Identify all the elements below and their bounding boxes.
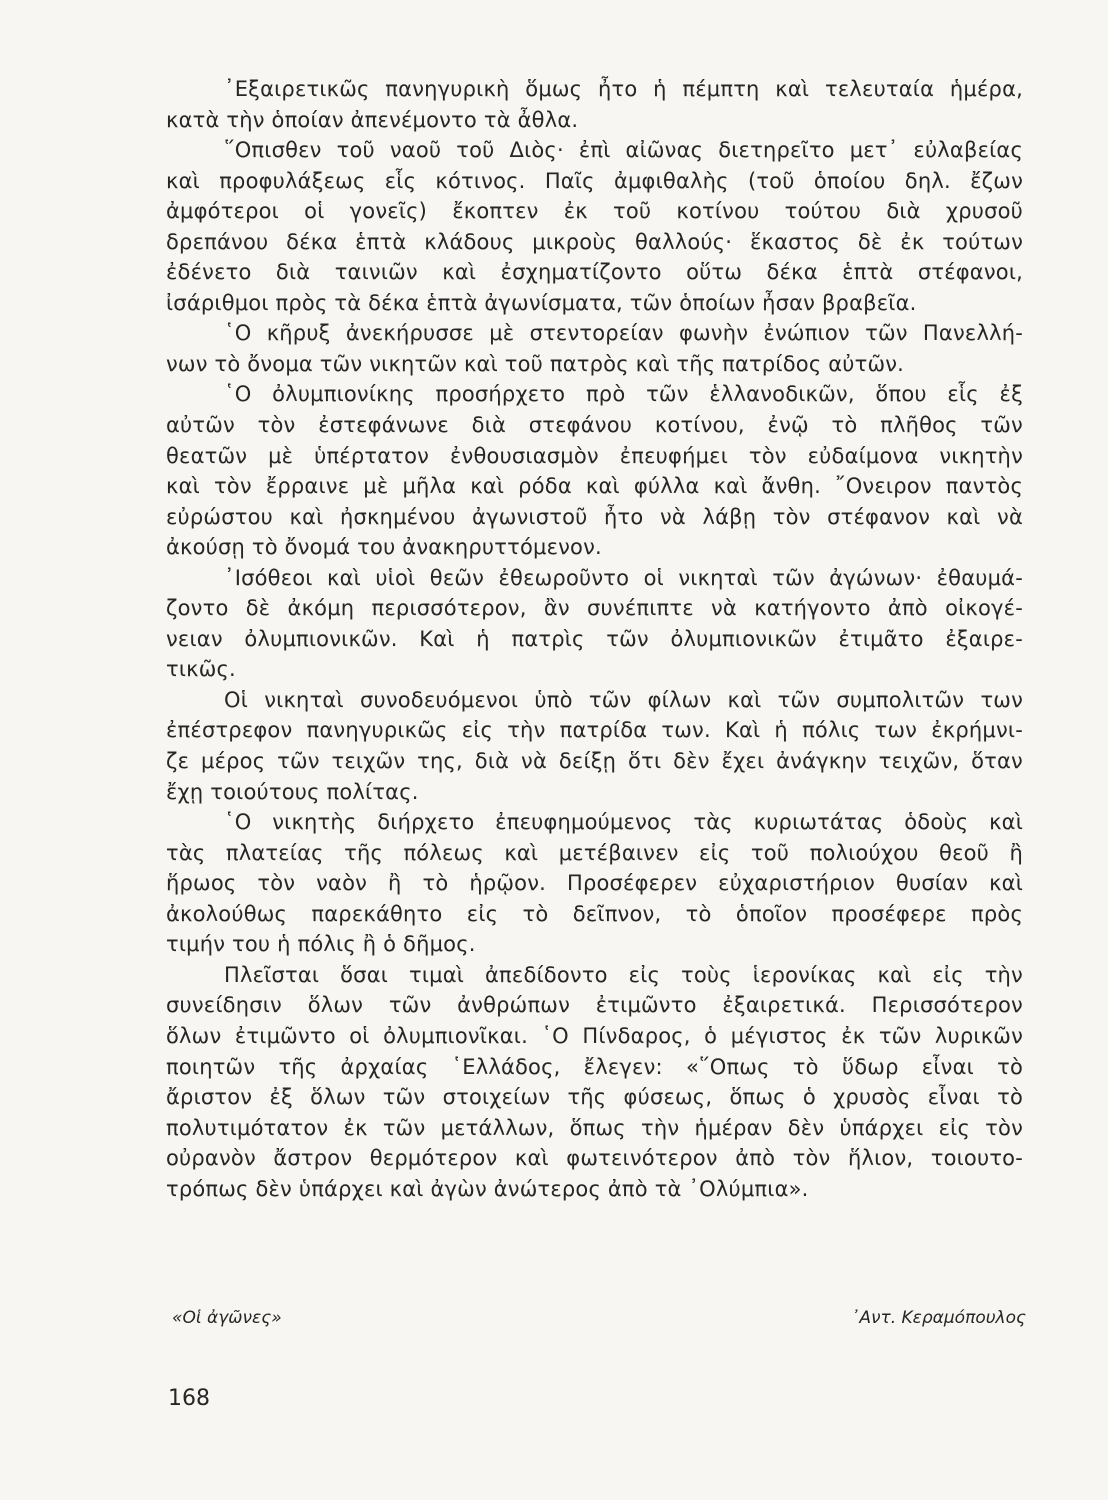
text-line: ποιητῶν τῆς ἀρχαίας ῾Ελλάδος, ἔλεγεν: «῞Οπως τὸ ὕδωρ εἶναι τὸ [166, 1054, 1023, 1079]
text-line: ῞Οπισθεν τοῦ ναοῦ τοῦ Διὸς· ἐπὶ αἰῶνας διετηρεῖτο μετ᾿ εὐλαβείας [224, 138, 1023, 163]
text-line: ἥρωος τὸν ναὸν ἢ τὸ ἡρῷον. Προσέφερεν εὐχαριστήριον θυσίαν καὶ [166, 871, 1023, 896]
text-line: ἀκολούθως παρεκάθητο εἰς τὸ δεῖπνον, τὸ ὁποῖον προσέφερε πρὸς [166, 901, 1023, 926]
paragraph [166, 379, 1023, 562]
text-line: ἐδένετο διὰ ταινιῶν καὶ ἐσχηματίζοντο οὕτω δέκα ἑπτὰ στέφανοι, [166, 260, 1023, 285]
text-line: τικῶς. [166, 657, 236, 682]
text-line: τιμήν του ἡ πόλις ἢ ὁ δῆμος. [166, 932, 476, 957]
paragraph [166, 685, 1023, 807]
page-number: 168 [168, 1386, 210, 1411]
text-line: ὅλων ἐτιμῶντο οἱ ὀλυμπιονῖκαι. ῾Ο Πίνδαρος, ὁ μέγιστος ἐκ τῶν λυρικῶν [166, 1023, 1023, 1048]
text-line: καὶ προφυλάξεως εἷς κότινος. Παῖς ἀμφιθαλὴς (τοῦ ὁποίου δηλ. ἔζων [166, 168, 1023, 193]
text-line: ᾿Εξαιρετικῶς πανηγυρικὴ ὅμως ἦτο ἡ πέμπτη καὶ τελευταία ἡμέρα, [224, 77, 1023, 101]
text-line: εὐρώστου καὶ ἠσκημένου ἀγωνιστοῦ ἦτο νὰ λάβῃ τὸν στέφανον καὶ νὰ [166, 504, 1023, 529]
text-line: πολυτιμότατον ἐκ τῶν μετάλλων, ὅπως τὴν ἡμέραν δὲν ὑπάρχει εἰς τὸν [166, 1115, 1023, 1140]
text-line: συνείδησιν ὅλων τῶν ἀνθρώπων ἐτιμῶντο ἐξαιρετικά. Περισσότερον [166, 993, 1023, 1018]
text-line: ῾Ο ὀλυμπιονίκης προσήρχετο πρὸ τῶν ἑλλανοδικῶν, ὅπου εἷς ἐξ [224, 382, 1023, 407]
paragraph [166, 318, 1023, 379]
text-line: νων τὸ ὄνομα τῶν νικητῶν καὶ τοῦ πατρὸς καὶ τῆς πατρίδος αὐτῶν. [166, 351, 905, 376]
paragraph [166, 960, 1023, 1204]
text-line: ἰσάριθμοι πρὸς τὰ δέκα ἑπτὰ ἀγωνίσματα, τῶν ὁποίων ἦσαν βραβεῖα. [166, 290, 917, 315]
text-line: ζε μέρος τῶν τειχῶν της, διὰ νὰ δείξῃ ὅτι δὲν ἔχει ἀνάγκην τειχῶν, ὅταν [166, 749, 1023, 774]
text-line: οὐρανὸν ἄστρον θερμότερον καὶ φωτεινότερον ἀπὸ τὸν ἥλιον, τοιουτο- [166, 1146, 1023, 1171]
text-line: ἄριστον ἐξ ὅλων τῶν στοιχείων τῆς φύσεως, ὅπως ὁ χρυσὸς εἶναι τὸ [166, 1085, 1023, 1110]
text-line: ζοντο δὲ ἀκόμη περισσότερον, ἂν συνέπιπτε νὰ κατήγοντο ἀπὸ οἰκογέ- [166, 596, 1023, 621]
author-name: ᾿Αντ. Κεραμόπουλος [850, 1308, 1026, 1328]
text-line: ἀμφότεροι οἱ γονεῖς) ἔκοπτεν ἐκ τοῦ κοτίνου τούτου διὰ χρυσοῦ [166, 199, 1023, 224]
text-line: ἔχῃ τοιούτους πολίτας. [166, 779, 419, 804]
text-line: αὐτῶν τὸν ἐστεφάνωνε διὰ στεφάνου κοτίνου, ἐνῷ τὸ πλῆθος τῶν [166, 413, 1023, 438]
text-line: νειαν ὀλυμπιονικῶν. Καὶ ἡ πατρὶς τῶν ὀλυμπιονικῶν ἐτιμᾶτο ἐξαιρε- [166, 626, 1023, 651]
text-line: ῾Ο νικητὴς διήρχετο ἐπευφημούμενος τὰς κυριωτάτας ὁδοὺς καὶ [224, 810, 1023, 835]
paragraph [166, 135, 1023, 318]
paragraph [166, 74, 1023, 135]
text-line: κατὰ τὴν ὁποίαν ἀπενέμοντο τὰ ἆθλα. [166, 107, 579, 132]
text-line: ᾿Ισόθεοι καὶ υἱοὶ θεῶν ἐθεωροῦντο οἱ νικηταὶ τῶν ἀγώνων· ἐθαυμά- [224, 565, 1023, 590]
text-line: δρεπάνου δέκα ἑπτὰ κλάδους μικροὺς θαλλούς· ἕκαστος δὲ ἐκ τούτων [166, 229, 1023, 254]
text-line: τρόπως δὲν ὑπάρχει καὶ ἀγὼν ἀνώτερος ἀπὸ τὰ ᾿Ολύμπια». [166, 1176, 809, 1201]
text-line: ἐπέστρεφον πανηγυρικῶς εἰς τὴν πατρίδα των. Καὶ ἡ πόλις των ἐκρήμνι- [166, 718, 1023, 743]
text-line: τὰς πλατείας τῆς πόλεως καὶ μετέβαινεν εἰς τοῦ πολιούχου θεοῦ ἢ [166, 840, 1023, 865]
text-line: θεατῶν μὲ ὑπέρτατον ἐνθουσιασμὸν ἐπευφήμει τὸν εὐδαίμονα νικητὴν [166, 443, 1023, 468]
text-line: Πλεῖσται ὅσαι τιμαὶ ἀπεδίδοντο εἰς τοὺς ἱερονίκας καὶ εἰς τὴν [224, 962, 1023, 987]
paragraph [166, 807, 1023, 960]
text-line: Οἱ νικηταὶ συνοδευόμενοι ὑπὸ τῶν φίλων καὶ τῶν συμπολιτῶν των [224, 687, 1023, 712]
source-title: «Οἱ ἀγῶνες» [172, 1308, 282, 1328]
text-line: ἀκούσῃ τὸ ὄνομά του ἀνακηρυττόμενον. [166, 535, 602, 560]
text-line: καὶ τὸν ἔρραινε μὲ μῆλα καὶ ρόδα καὶ φύλλα καὶ ἄνθη. ῎Ονειρον παντὸς [166, 474, 1023, 499]
paragraph [166, 563, 1023, 685]
body-text [166, 74, 1023, 1204]
text-line: ῾Ο κῆρυξ ἀνεκήρυσσε μὲ στεντορείαν φωνὴν ἐνώπιον τῶν Πανελλή- [224, 321, 1023, 346]
